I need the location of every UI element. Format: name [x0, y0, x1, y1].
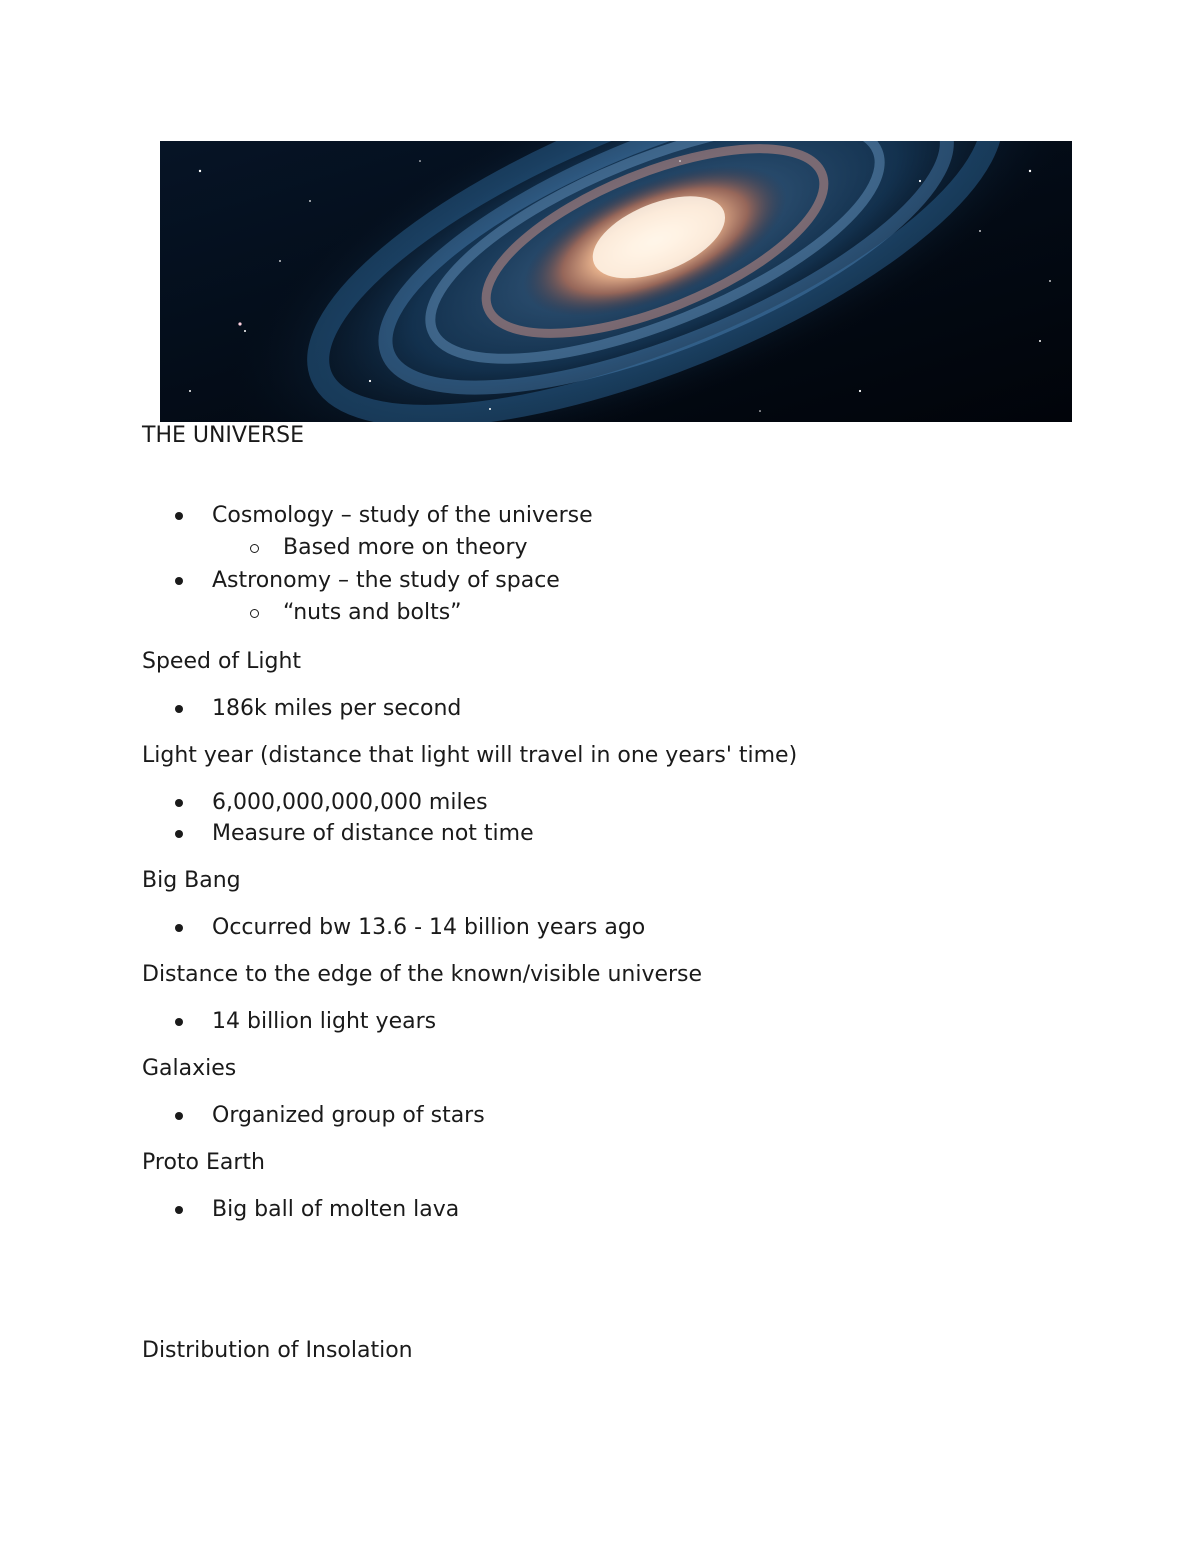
list-item-text: Measure of distance not time: [212, 821, 534, 846]
list-item-text: 186k miles per second: [212, 696, 462, 721]
sub-list-item-text: “nuts and bolts”: [283, 600, 462, 625]
section-list: [142, 1194, 1102, 1225]
section-heading: Galaxies: [142, 1056, 237, 1081]
sub-list-item: [212, 596, 1102, 630]
list-item-text: Occurred bw 13.6 - 14 billion years ago: [212, 915, 646, 940]
list-item-text: Big ball of molten lava: [212, 1197, 460, 1222]
bullet-icon: [175, 512, 183, 520]
sub-list: [212, 531, 1102, 565]
list-item-text: 14 billion light years: [212, 1009, 437, 1034]
list-item: [142, 912, 1102, 943]
section-heading: Distance to the edge of the known/visible universe: [142, 962, 703, 987]
section-heading: Big Bang: [142, 868, 241, 893]
section-list: [142, 1100, 1102, 1131]
hollow-bullet-icon: [250, 544, 259, 553]
section-list: [142, 787, 1102, 849]
bullet-icon: [175, 924, 183, 932]
bullet-icon: [175, 799, 183, 807]
section-list: [142, 1006, 1102, 1037]
sub-list: [212, 596, 1102, 630]
spiral-galaxy-image: [160, 141, 1072, 422]
list-item: [142, 565, 1102, 630]
list-item-text: Organized group of stars: [212, 1103, 485, 1128]
bullet-icon: [175, 830, 183, 838]
section-list: [142, 912, 1102, 943]
bullet-icon: [175, 1206, 183, 1214]
sub-list-item-text: Based more on theory: [283, 535, 528, 560]
list-item: [142, 693, 1102, 724]
document-title: THE UNIVERSE: [142, 423, 305, 448]
hollow-bullet-icon: [250, 609, 259, 618]
bullet-icon: [175, 1018, 183, 1026]
list-item: [142, 1006, 1102, 1037]
bullet-icon: [175, 705, 183, 713]
blank-space: [142, 1241, 1102, 1335]
intro-list: [142, 500, 1102, 630]
section-list: [142, 693, 1102, 724]
document-body: [142, 420, 1102, 1366]
section-heading: Light year (distance that light will travel in one years' time): [142, 743, 798, 768]
sub-list-item: [212, 531, 1102, 565]
section-heading: Speed of Light: [142, 649, 302, 674]
list-item-text: Cosmology – study of the universe: [212, 503, 593, 528]
list-item: [142, 1100, 1102, 1131]
list-item-text: 6,000,000,000,000 miles: [212, 790, 488, 815]
list-item: [142, 818, 1102, 849]
list-item: [142, 787, 1102, 818]
section-heading: Proto Earth: [142, 1150, 265, 1175]
list-item-text: Astronomy – the study of space: [212, 568, 560, 593]
bullet-icon: [175, 577, 183, 585]
list-item: [142, 500, 1102, 565]
list-item: [142, 1194, 1102, 1225]
bullet-icon: [175, 1112, 183, 1120]
section-heading: Distribution of Insolation: [142, 1338, 413, 1363]
